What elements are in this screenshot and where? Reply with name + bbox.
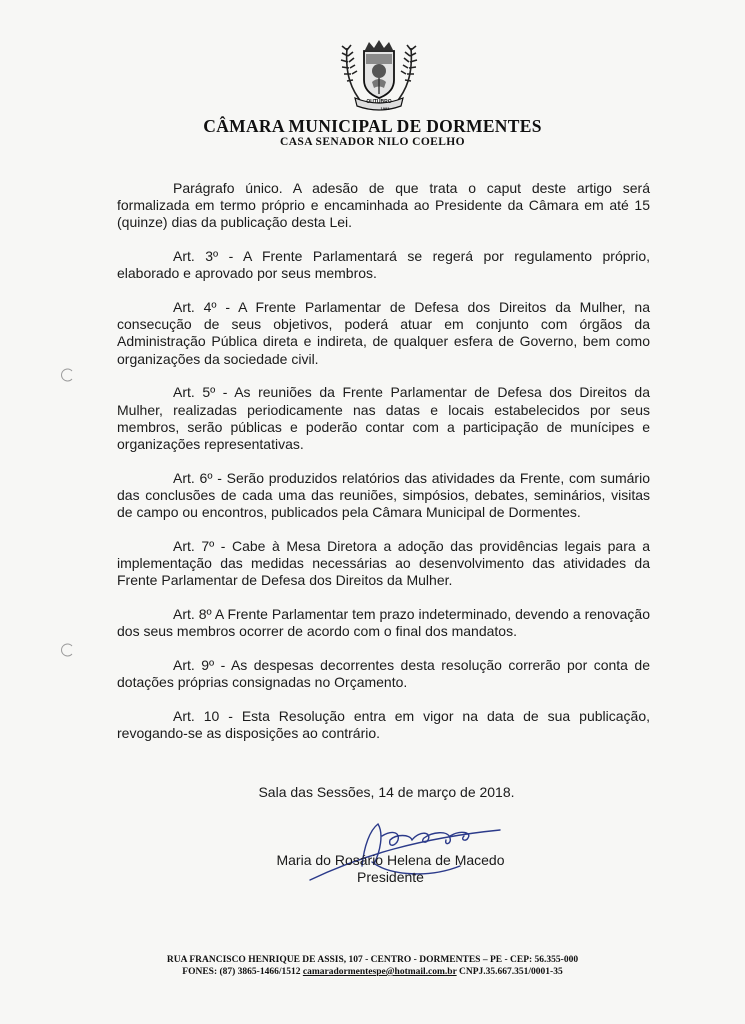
punch-hole-mark	[60, 368, 74, 382]
article-4: Art. 4º - A Frente Parlamentar de Defesa dos Direitos da Mulher, na consecução de seus objetivos, poderá atuar em conjunto com órgãos da Administração Pública direta e indireta, de qualquer esfera de Governo, bem como organizações da sociedade civil.	[117, 299, 650, 367]
article-8: Art. 8º A Frente Parlamentar tem prazo indeterminado, devendo a renovação dos seus membros ocorrer de acordo com o final dos mandatos.	[117, 605, 650, 640]
paragraph-sole: Parágrafo único. A adesão de que trata o caput deste artigo será formalizada em termo próprio e encaminhada ao Presidente da Câmara em até 15 (quinze) dias da publicação desta Lei.	[117, 180, 650, 231]
document-body	[117, 180, 650, 759]
signer-role: Presidente	[357, 869, 424, 885]
article-7: Art. 7º - Cabe à Mesa Diretora a adoção das providências legais para a implementação das medidas necessárias ao desenvolvimento das atividades da Frente Parlamentar de Defesa dos Direitos da Mulher.	[117, 537, 650, 589]
footer-address: RUA FRANCISCO HENRIQUE DE ASSIS, 107 - CENTRO - DORMENTES – PE - CEP: 56.355-000	[166, 955, 579, 965]
institution-subtitle: CASA SENADOR NILO COELHO	[279, 136, 465, 148]
article-3: Art. 3º - A Frente Parlamentará se regerá por regulamento próprio, elaborado e aprovado por seus membros.	[117, 248, 650, 282]
session-place-date: Sala das Sessões, 14 de março de 2018.	[258, 784, 515, 800]
coat-of-arms-logo	[333, 38, 425, 114]
footer-email: camaradormentespe@hotmail.com.br	[302, 967, 457, 977]
crest-ribbon-top: OUTUBRO	[366, 99, 392, 105]
article-6: Art. 6º - Serão produzidos relatórios das atividades da Frente, com sumário das conclusões de cada uma das reuniões, simpósios, debates, seminários, visitas de campo ou encontros, publicados pela Câmara Municipal de Dormentes.	[117, 469, 650, 521]
article-5: Art. 5º - As reuniões da Frente Parlamentar de Defesa dos Direitos da Mulher, realizadas periodicamente nas datas e locais estabelecidos por seus membros, serão públicas e poderão contar com a participação de munícipes e organizações representativas.	[117, 384, 650, 452]
footer-phones: FONES: (87) 3865-1466/1512	[182, 967, 301, 977]
crest-ribbon-year: 1991	[380, 106, 390, 111]
footer-contacts	[0, 967, 745, 977]
article-9: Art. 9º - As despesas decorrentes desta resolução correrão por conta de dotações próprias consignadas no Orçamento.	[117, 656, 650, 690]
footer-cnpj: CNPJ.35.667.351/0001-35	[459, 967, 563, 977]
institution-title: CÂMARA MUNICIPAL DE DORMENTES	[203, 116, 542, 136]
punch-hole-mark	[60, 643, 74, 657]
article-10: Art. 10 - Esta Resolução entra em vigor na data de sua publicação, revogando-se as disposições ao contrário.	[117, 707, 650, 741]
signer-name: Maria do Rosário Helena de Macedo	[276, 852, 505, 868]
